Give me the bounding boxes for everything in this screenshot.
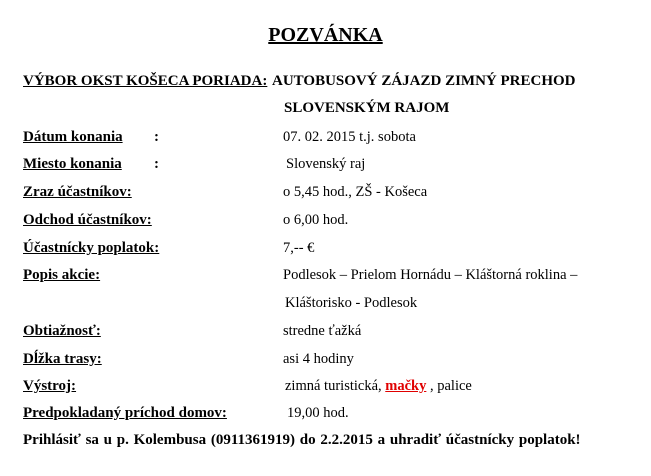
- place-row: [0, 156, 651, 183]
- equipment-value-highlight: mačky: [385, 378, 427, 394]
- date-label-wrap: [23, 129, 123, 146]
- organizer-value-line2: SLOVENSKÝM RAJOM: [284, 100, 450, 116]
- equipment-row: [0, 378, 651, 405]
- length-value: asi 4 hodiny: [283, 351, 354, 367]
- fee-value: 7,-- €: [283, 240, 315, 256]
- date-row: [0, 129, 651, 156]
- place-sep: :: [154, 156, 159, 172]
- fee-label: Účastnícky poplatok:: [23, 240, 160, 256]
- difficulty-row: [0, 323, 651, 350]
- date-sep: :: [154, 129, 159, 145]
- equipment-value-before: zimná turistická,: [285, 378, 382, 394]
- signup-note: Prihlásiť sa u p. Kolembusa (0911361919) do 2.2.2015 a uhradiť účastnícky poplatok!: [23, 432, 581, 448]
- date-value: 07. 02. 2015 t.j. sobota: [283, 129, 416, 145]
- departure-label: Odchod účastníkov:: [23, 212, 152, 228]
- description-row: [0, 267, 651, 294]
- length-row: [0, 351, 651, 378]
- date-label: Dátum konania: [23, 129, 123, 145]
- organizer-value-line1: AUTOBUSOVÝ ZÁJAZD ZIMNÝ PRECHOD: [272, 73, 576, 89]
- return-row: [0, 405, 651, 432]
- organizer-label: VÝBOR OKST KOŠECA PORIADA:: [23, 73, 268, 89]
- page-title: POZVÁNKA: [268, 24, 383, 46]
- description-label: Popis akcie:: [23, 267, 101, 283]
- meet-label: Zraz účastníkov:: [23, 184, 132, 200]
- return-value: 19,00 hod.: [287, 405, 349, 421]
- organizer-row: [0, 73, 651, 100]
- description-row-cont: [0, 295, 651, 322]
- difficulty-value: stredne ťažká: [283, 323, 362, 339]
- length-label: Dĺžka trasy:: [23, 351, 102, 367]
- description-value-line1: Podlesok – Prielom Hornádu – Kláštorná roklina –: [283, 267, 578, 283]
- equipment-label: Výstroj:: [23, 378, 77, 394]
- equipment-value: [285, 378, 472, 395]
- description-value-line2: Kláštorisko - Podlesok: [285, 295, 418, 311]
- return-label: Predpokladaný príchod domov:: [23, 405, 227, 421]
- equipment-value-after: , palice: [429, 378, 472, 394]
- meet-value: o 5,45 hod., ZŠ - Košeca: [283, 184, 428, 200]
- place-label: Miesto konania: [23, 156, 122, 172]
- place-value: Slovenský raj: [286, 156, 366, 172]
- fee-row: [0, 240, 651, 267]
- departure-row: [0, 212, 651, 239]
- departure-value: o 6,00 hod.: [283, 212, 349, 228]
- meet-row: [0, 184, 651, 211]
- difficulty-label: Obtiažnosť:: [23, 323, 101, 339]
- organizer-row-cont: [0, 100, 651, 127]
